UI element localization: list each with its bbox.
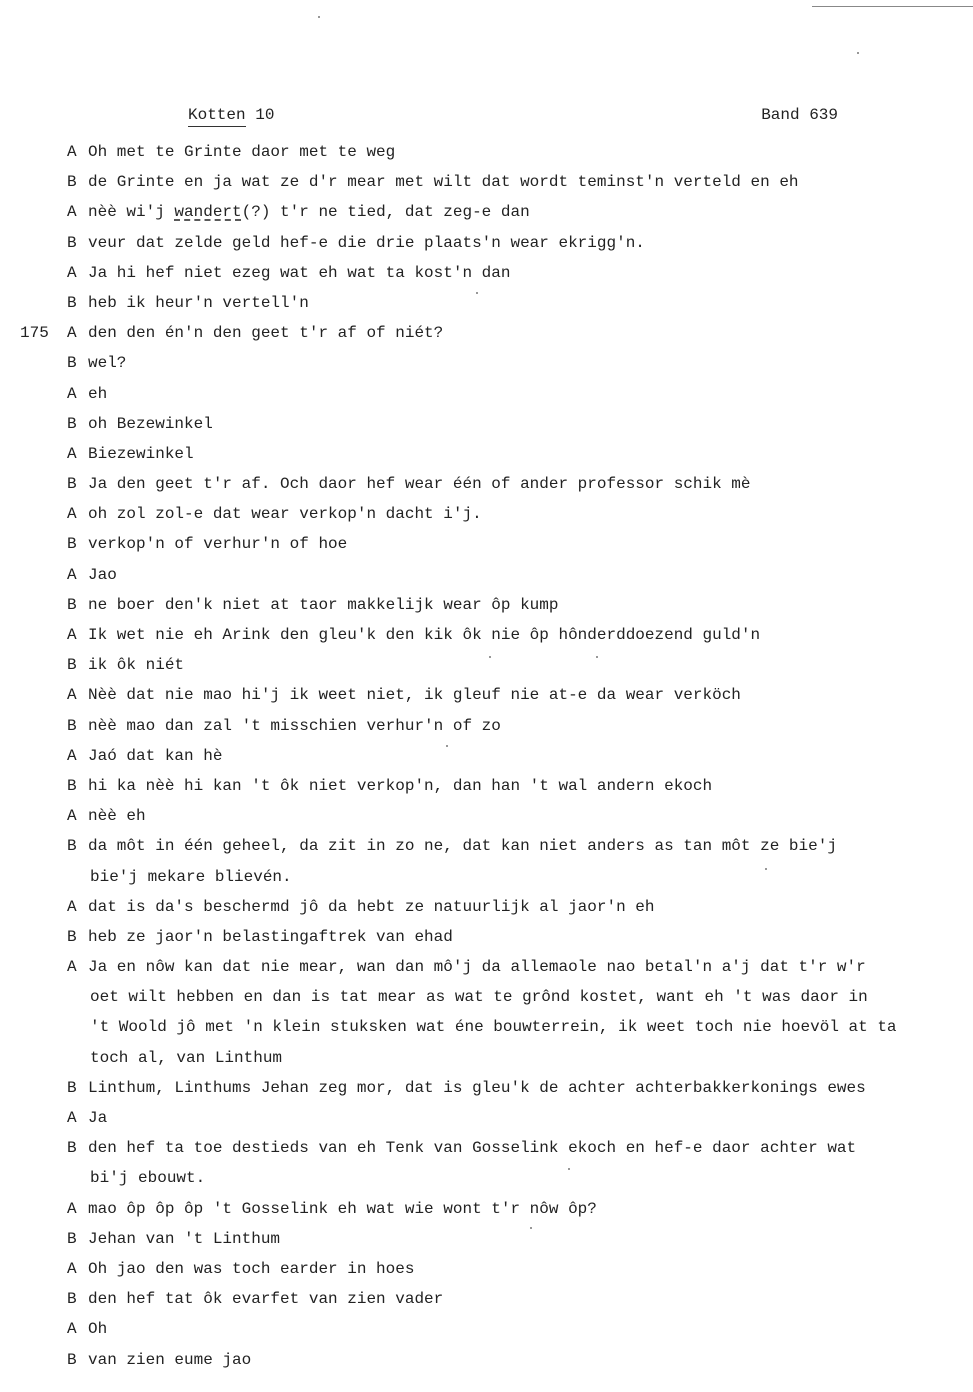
utterance-text: 't Woold jô met 'n klein stuksken wat éne bouwterrein, ik weet toch nie hoevöl at ta: [90, 1018, 897, 1037]
speaker-label: A: [67, 958, 77, 977]
speaker-label: A: [67, 384, 77, 403]
transcript-line: [0, 560, 973, 590]
transcript-continuation-line: [0, 1163, 973, 1193]
utterance-text: eh: [88, 384, 108, 403]
transcript-line: [0, 469, 973, 499]
utterance-text: den den én'n den geet t'r af of niét?: [88, 324, 444, 343]
speaker-label: B: [67, 293, 77, 312]
transcript-line: [0, 620, 973, 650]
speaker-label: B: [67, 233, 77, 252]
speaker-label: B: [67, 1350, 77, 1369]
speaker-label: A: [67, 626, 77, 644]
speaker-label: B: [67, 656, 77, 675]
utterance-text: oet wilt hebben en dan is tat mear as wat te grônd kostet, want eh 't was daor in: [90, 988, 868, 1007]
transcript-line: [0, 922, 973, 952]
speaker-label: A: [67, 746, 77, 765]
utterance-text: Jehan van 't Linthum: [88, 1229, 281, 1248]
transcript-line: [0, 288, 973, 318]
utterance-text: Ja: [88, 1109, 108, 1127]
utterance-text-part: (?) t'r ne tied, dat zeg-e dan: [241, 203, 530, 222]
utterance-text: Jaó dat kan hè: [88, 746, 223, 765]
transcript: [0, 137, 973, 1375]
transcript-line: [0, 831, 973, 861]
utterance-text: Oh met te Grinte daor met te weg: [88, 143, 396, 161]
band-number: Band 639: [761, 106, 838, 124]
transcript-line: [0, 409, 973, 439]
transcript-line: [0, 197, 973, 227]
top-edge-rule: [812, 6, 973, 7]
utterance-text: Ja en nôw kan dat nie mear, wan dan mô'j da allemaole nao betal'n a'j dat t'r w'r: [88, 958, 866, 977]
line-number: 175: [20, 324, 49, 343]
transcript-line: [0, 650, 973, 680]
transcript-line: [0, 499, 973, 529]
utterance-text: van zien eume jao: [88, 1350, 252, 1369]
speaker-label: B: [67, 595, 77, 614]
transcript-line: [0, 1073, 973, 1103]
speaker-label: A: [67, 263, 77, 282]
speaker-label: A: [67, 897, 77, 916]
speaker-label: A: [67, 143, 77, 161]
transcript-continuation-line: [0, 982, 973, 1012]
speaker-label: B: [67, 776, 77, 795]
transcript-continuation-line: [0, 1012, 973, 1042]
utterance-text: Oh: [88, 1320, 108, 1339]
utterance-text: hi ka nèè hi kan 't ôk niet verkop'n, dan han 't wal andern ekoch: [88, 776, 713, 795]
speaker-label: B: [67, 716, 77, 735]
scan-speck: [318, 16, 320, 18]
utterance-text: wel?: [88, 354, 127, 373]
speaker-label: B: [67, 354, 77, 373]
speaker-label: B: [67, 414, 77, 433]
utterance-text: da môt in één geheel, da zit in zo ne, dat kan niet anders as tan môt ze bie'j: [88, 837, 837, 856]
utterance-text: [88, 197, 530, 227]
transcript-line: [0, 680, 973, 710]
utterance-text: den hef ta toe destieds van eh Tenk van Gosselink ekoch en hef-e daor achter wat: [88, 1139, 857, 1158]
utterance-text-part: nèè wi'j: [88, 203, 175, 222]
transcript-line: [0, 167, 973, 197]
utterance-text: oh zol zol-e dat wear verkop'n dacht i'j.: [88, 505, 482, 524]
utterance-text: heb ze jaor'n belastingaftrek van ehad: [88, 927, 453, 946]
utterance-text: ne boer den'k niet at taor makkelijk wear ôp kump: [88, 595, 559, 614]
transcript-line: [0, 1314, 973, 1344]
speaker-label: A: [67, 505, 77, 524]
utterance-text: Linthum, Linthums Jehan zeg mor, dat is gleu'k de achter achterbakkerkonings ewes: [88, 1078, 866, 1097]
speaker-label: B: [67, 1290, 77, 1309]
speaker-label: B: [67, 1078, 77, 1097]
utterance-text: den hef tat ôk evarfet van zien vader: [88, 1290, 444, 1309]
transcript-line: [0, 1345, 973, 1375]
speaker-label: A: [67, 686, 77, 705]
speaker-label: A: [67, 203, 77, 222]
speaker-label: A: [67, 565, 77, 584]
transcript-continuation-line: [0, 1043, 973, 1073]
utterance-text: de Grinte en ja wat ze d'r mear met wilt dat wordt teminst'n verteld en eh: [88, 173, 799, 192]
transcript-line: [0, 137, 973, 167]
utterance-text: heb ik heur'n vertell'n: [88, 293, 309, 312]
speaker-label: B: [67, 535, 77, 554]
transcript-line: [0, 1254, 973, 1284]
transcript-line: [0, 590, 973, 620]
transcript-line: [0, 228, 973, 258]
speaker-label: A: [67, 1109, 77, 1127]
utterance-text: Ja den geet t'r af. Och daor hef wear één of ander professor schik mè: [88, 475, 751, 494]
speaker-label: B: [67, 927, 77, 946]
utterance-text: veur dat zelde geld hef-e die drie plaats'n wear ekrigg'n.: [88, 233, 645, 252]
transcript-line: [0, 529, 973, 559]
utterance-text: nèè mao dan zal 't misschien verhur'n of zo: [88, 716, 501, 735]
transcript-line: [0, 952, 973, 982]
speaker-label: A: [67, 1320, 77, 1339]
speaker-label: B: [67, 1229, 77, 1248]
utterance-text: Biezewinkel: [88, 444, 194, 463]
transcript-line: [0, 741, 973, 771]
transcript-line: [0, 1284, 973, 1314]
transcript-line: [0, 1224, 973, 1254]
utterance-text: ik ôk niét: [88, 656, 185, 675]
utterance-text: bi'j ebouwt.: [90, 1169, 206, 1188]
utterance-text: Jao: [88, 565, 117, 584]
utterance-text: Oh jao den was toch earder in hoes: [88, 1259, 415, 1278]
uncertain-word: wandert: [174, 203, 242, 222]
title-word: Kotten: [188, 106, 246, 127]
utterance-text: oh Bezewinkel: [88, 414, 213, 433]
title-number: 10: [255, 106, 275, 124]
utterance-text: toch al, van Linthum: [90, 1048, 283, 1067]
utterance-text: mao ôp ôp ôp 't Gosselink eh wat wie wont t'r nôw ôp?: [88, 1199, 597, 1218]
transcript-line: [0, 711, 973, 741]
transcript-line: [0, 258, 973, 288]
transcript-line: [0, 318, 973, 348]
speaker-label: A: [67, 444, 77, 463]
speaker-label: B: [67, 475, 77, 494]
speaker-label: A: [67, 807, 77, 826]
speaker-label: A: [67, 1259, 77, 1278]
transcript-line: [0, 1103, 973, 1133]
utterance-text: nèè eh: [88, 807, 146, 826]
speaker-label: B: [67, 1139, 77, 1158]
transcript-line: [0, 439, 973, 469]
speaker-label: A: [67, 324, 77, 343]
page-header: [188, 106, 838, 130]
utterance-text: verkop'n of verhur'n of hoe: [88, 535, 348, 554]
document-title: [188, 106, 274, 124]
transcript-line: [0, 892, 973, 922]
utterance-text: dat is da's beschermd jô da hebt ze natuurlijk al jaor'n eh: [88, 897, 655, 916]
transcript-line: [0, 771, 973, 801]
utterance-text: Nèè dat nie mao hi'j ik weet niet, ik gleuf nie at-e da wear verköch: [88, 686, 741, 705]
transcript-continuation-line: [0, 862, 973, 892]
scan-speck: [857, 52, 859, 54]
transcript-line: [0, 1194, 973, 1224]
utterance-text: bie'j mekare blievén.: [90, 867, 292, 886]
transcript-line: [0, 801, 973, 831]
speaker-label: B: [67, 173, 77, 192]
transcript-line: [0, 379, 973, 409]
transcript-line: [0, 1133, 973, 1163]
utterance-text: Ja hi hef niet ezeg wat eh wat ta kost'n dan: [88, 263, 511, 282]
speaker-label: B: [67, 837, 77, 856]
utterance-text: Ik wet nie eh Arink den gleu'k den kik ôk nie ôp hônderddoezend guld'n: [88, 626, 761, 644]
transcript-line: [0, 348, 973, 378]
speaker-label: A: [67, 1199, 77, 1218]
